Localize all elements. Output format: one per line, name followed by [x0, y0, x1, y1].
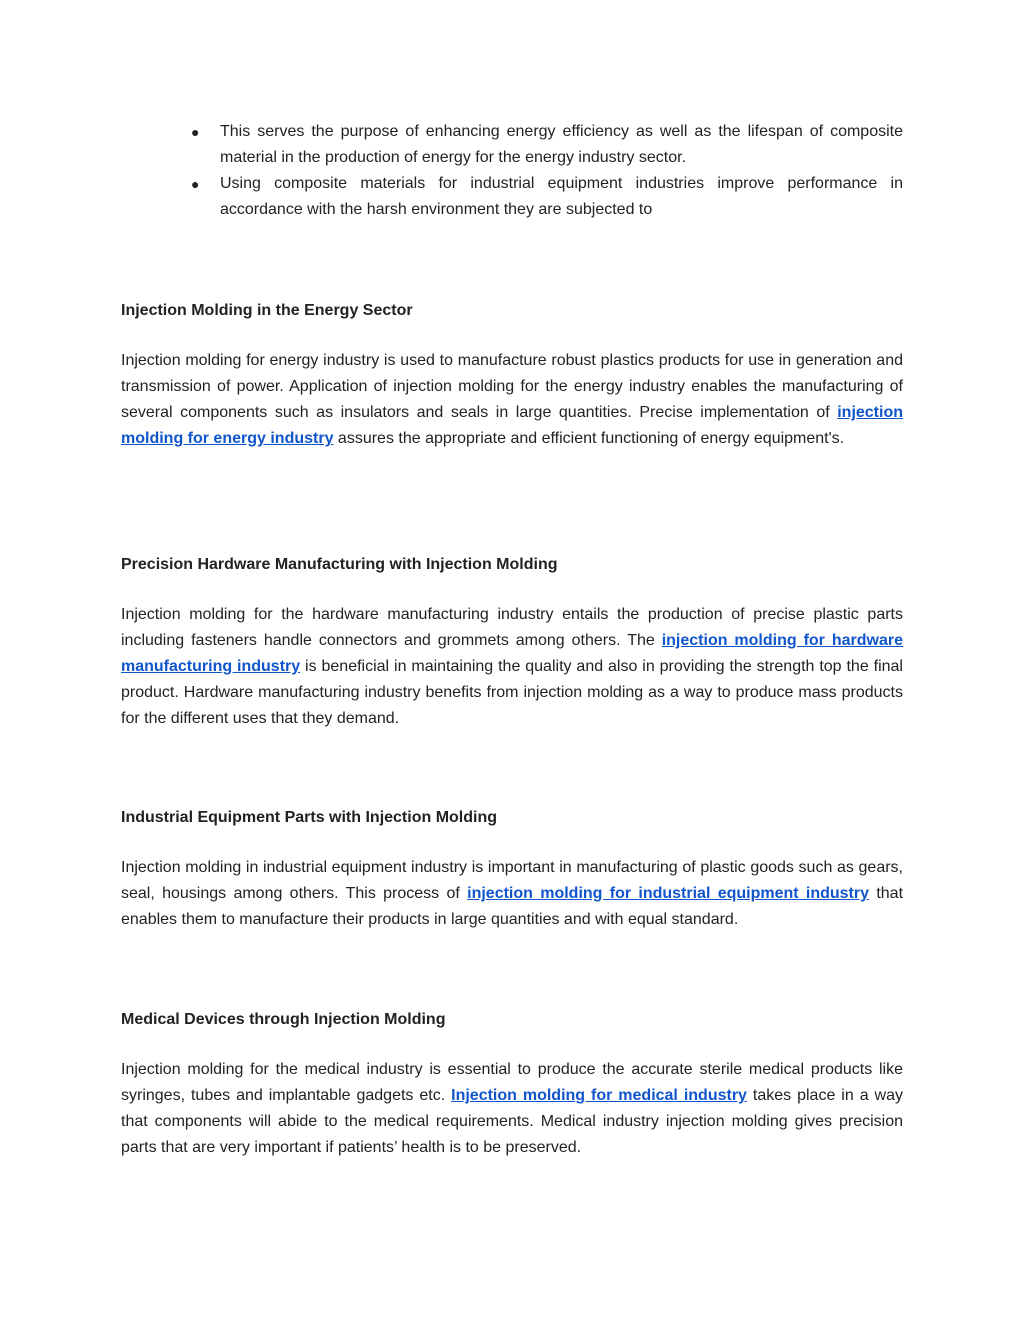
paragraph-text: assures the appropriate and efficient functioning of energy equipment's.: [333, 430, 845, 447]
bullet-icon: ●: [191, 176, 200, 192]
section-paragraph: [121, 602, 903, 732]
section-heading: Injection Molding in the Energy Sector: [121, 302, 413, 319]
medical-industry-link[interactable]: Injection molding for medical industry: [451, 1087, 747, 1104]
paragraph-text: takes place in a way that components will abide to the medical requirements. Medical industry injection molding gives precision parts that are very important if patients’ health is to be preserved.: [121, 1087, 903, 1156]
bullet-item: [187, 171, 903, 223]
section-heading: Precision Hardware Manufacturing with Injection Molding: [121, 556, 558, 573]
paragraph-text: that enables them to manufacture their products in large quantities and with equal standard.: [121, 885, 904, 928]
section-energy: [121, 299, 903, 452]
hardware-industry-link[interactable]: injection molding for hardware manufacturing industry: [121, 632, 903, 675]
section-heading: Industrial Equipment Parts with Injection Molding: [121, 809, 498, 826]
section-paragraph: [121, 348, 903, 452]
bullet-text: This serves the purpose of enhancing energy efficiency as well as the lifespan of composite material in the production of energy for the energy industry sector.: [220, 123, 903, 166]
paragraph-text: is beneficial in maintaining the quality and also in providing the strength top the final product. Hardware manufacturing industry benefits from injection molding as a way to produce mass products for the different uses that they demand.: [121, 658, 903, 727]
bullet-text: Using composite materials for industrial equipment industries improve performance in accordance with the harsh environment they are subjected to: [220, 175, 903, 218]
energy-industry-link[interactable]: injection molding for energy industry: [121, 404, 903, 447]
section-paragraph: [121, 855, 903, 933]
bullet-item: [187, 119, 903, 171]
paragraph-text: Injection molding for the medical industry is essential to produce the accurate sterile medical products like syringes, tubes and implantable gadgets etc.: [121, 1061, 903, 1104]
section-heading: Medical Devices through Injection Molding: [121, 1011, 446, 1028]
section-industrial-equipment: [121, 806, 903, 933]
bullet-list: [187, 119, 903, 223]
paragraph-text: Injection molding for the hardware manufacturing industry entails the production of precise plastic parts including fasteners handle connectors and grommets among others. The: [121, 606, 903, 649]
paragraph-text: Injection molding in industrial equipment industry is important in manufacturing of plastic goods such as gears, seal, housings among others. This process of: [121, 859, 903, 902]
bullet-icon: ●: [191, 124, 200, 140]
section-hardware: [121, 553, 903, 732]
section-medical: [121, 1008, 903, 1161]
industrial-equipment-link[interactable]: injection molding for industrial equipment industry: [467, 885, 870, 902]
paragraph-text: Injection molding for energy industry is used to manufacture robust plastics products for use in generation and transmission of power. Application of injection molding for the energy industry enables the manufacturing of several components such as insulators and seals in large quantities. Precise implementation of: [121, 352, 903, 421]
section-paragraph: [121, 1057, 903, 1161]
